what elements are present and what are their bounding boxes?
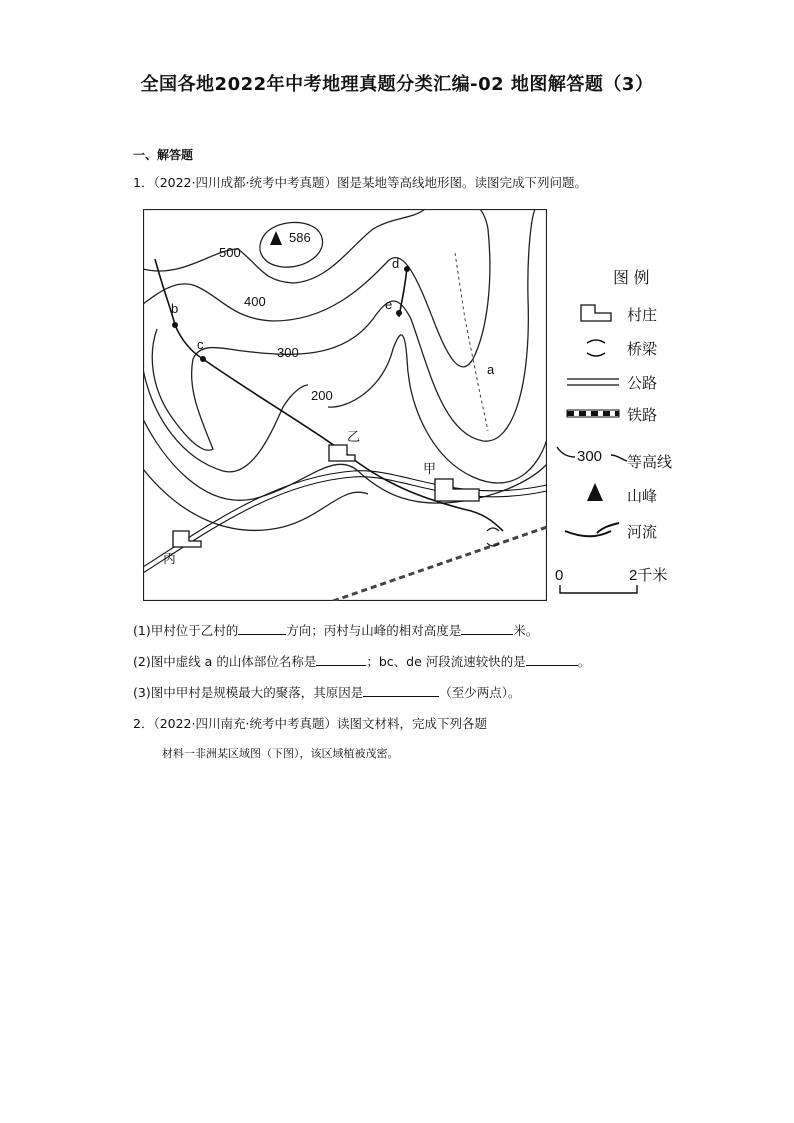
contour-map: [143, 209, 547, 601]
question-1-stem: 1．（2022·四川成都·统考中考真题）图是某地等高线地形图。读图完成下列问题。: [133, 175, 587, 190]
point-e: [396, 310, 402, 316]
point-label-c: c: [197, 337, 204, 352]
point-label-a: a: [487, 362, 495, 377]
section-heading: 一、解答题: [133, 148, 194, 162]
legend-railway-label: 铁路: [627, 407, 658, 424]
answer-blank-2[interactable]: [461, 622, 513, 635]
sub-1-part-b: 方向；丙村与山峰的相对高度是: [286, 623, 462, 638]
sub-2-part-b: ；bc、de 河段流速较快的是: [366, 654, 526, 669]
peak-label: 586: [289, 230, 311, 245]
village-label-yi: 乙: [347, 429, 361, 444]
contour-label-300: 300: [277, 345, 299, 360]
answer-blank-3[interactable]: [316, 653, 366, 666]
point-label-d: d: [392, 256, 400, 271]
point-d: [404, 266, 410, 272]
village-label-bing: 丙: [163, 551, 177, 566]
point-c: [200, 356, 206, 362]
legend-peak-label: 山峰: [627, 488, 658, 505]
question-2-stem: 2．（2022·四川南充·统考中考真题）读图文材料，完成下列各题: [133, 716, 487, 731]
legend-village-label: 村庄: [627, 307, 658, 324]
point-label-e: e: [385, 297, 393, 312]
legend-bridge-icon: [587, 340, 605, 356]
legend-road-label: 公路: [627, 375, 658, 392]
answer-blank-5[interactable]: [363, 684, 439, 697]
legend-bridge-label: 桥梁: [627, 341, 658, 358]
point-b: [172, 322, 178, 328]
sub-2-part-a: (2)图中虚线 a 的山体部位名称是: [133, 654, 317, 669]
village-label-jia: 甲: [423, 461, 437, 476]
legend-peak-icon: [587, 483, 603, 501]
legend-river-icon: [565, 523, 619, 536]
legend-village-icon: [581, 305, 611, 321]
legend-contour-label: 等高线: [627, 454, 673, 471]
question-2-material: 材料一非洲某区域图（下图），该区域植被茂密。: [162, 747, 399, 760]
answer-blank-4[interactable]: [526, 653, 578, 666]
answer-blank-1[interactable]: [238, 622, 286, 635]
question-1-sub-2: [133, 652, 590, 670]
contour-label-500: 500: [219, 245, 241, 260]
sub-1-part-a: (1)甲村位于乙村的: [133, 623, 239, 638]
sub-3-part-a: (3)图中甲村是规模最大的聚落，其原因是: [133, 685, 364, 700]
scale-zero: 0: [555, 567, 564, 584]
question-1-sub-3: [133, 683, 520, 701]
scale-end: 2千米: [629, 567, 668, 584]
question-1-sub-1: [133, 621, 538, 639]
contour-label-200: 200: [311, 388, 333, 403]
scale-bar: [560, 585, 637, 593]
legend-title: 图 例: [613, 270, 650, 287]
point-label-b: b: [171, 301, 179, 316]
contour-label-400: 400: [244, 294, 266, 309]
legend-contour-line-left: [557, 447, 575, 457]
legend-river-label: 河流: [627, 524, 658, 541]
sub-1-part-c: 米。: [513, 623, 539, 638]
sub-3-part-b: （至少两点）。: [439, 685, 521, 700]
legend-contour-line-right: [611, 455, 627, 461]
page-title: 全国各地2022年中考地理真题分类汇编-02 地图解答题（3）: [140, 74, 654, 95]
map-legend: [555, 255, 695, 600]
sub-2-part-c: 。: [577, 654, 591, 669]
legend-contour-sample: 300: [577, 448, 603, 465]
